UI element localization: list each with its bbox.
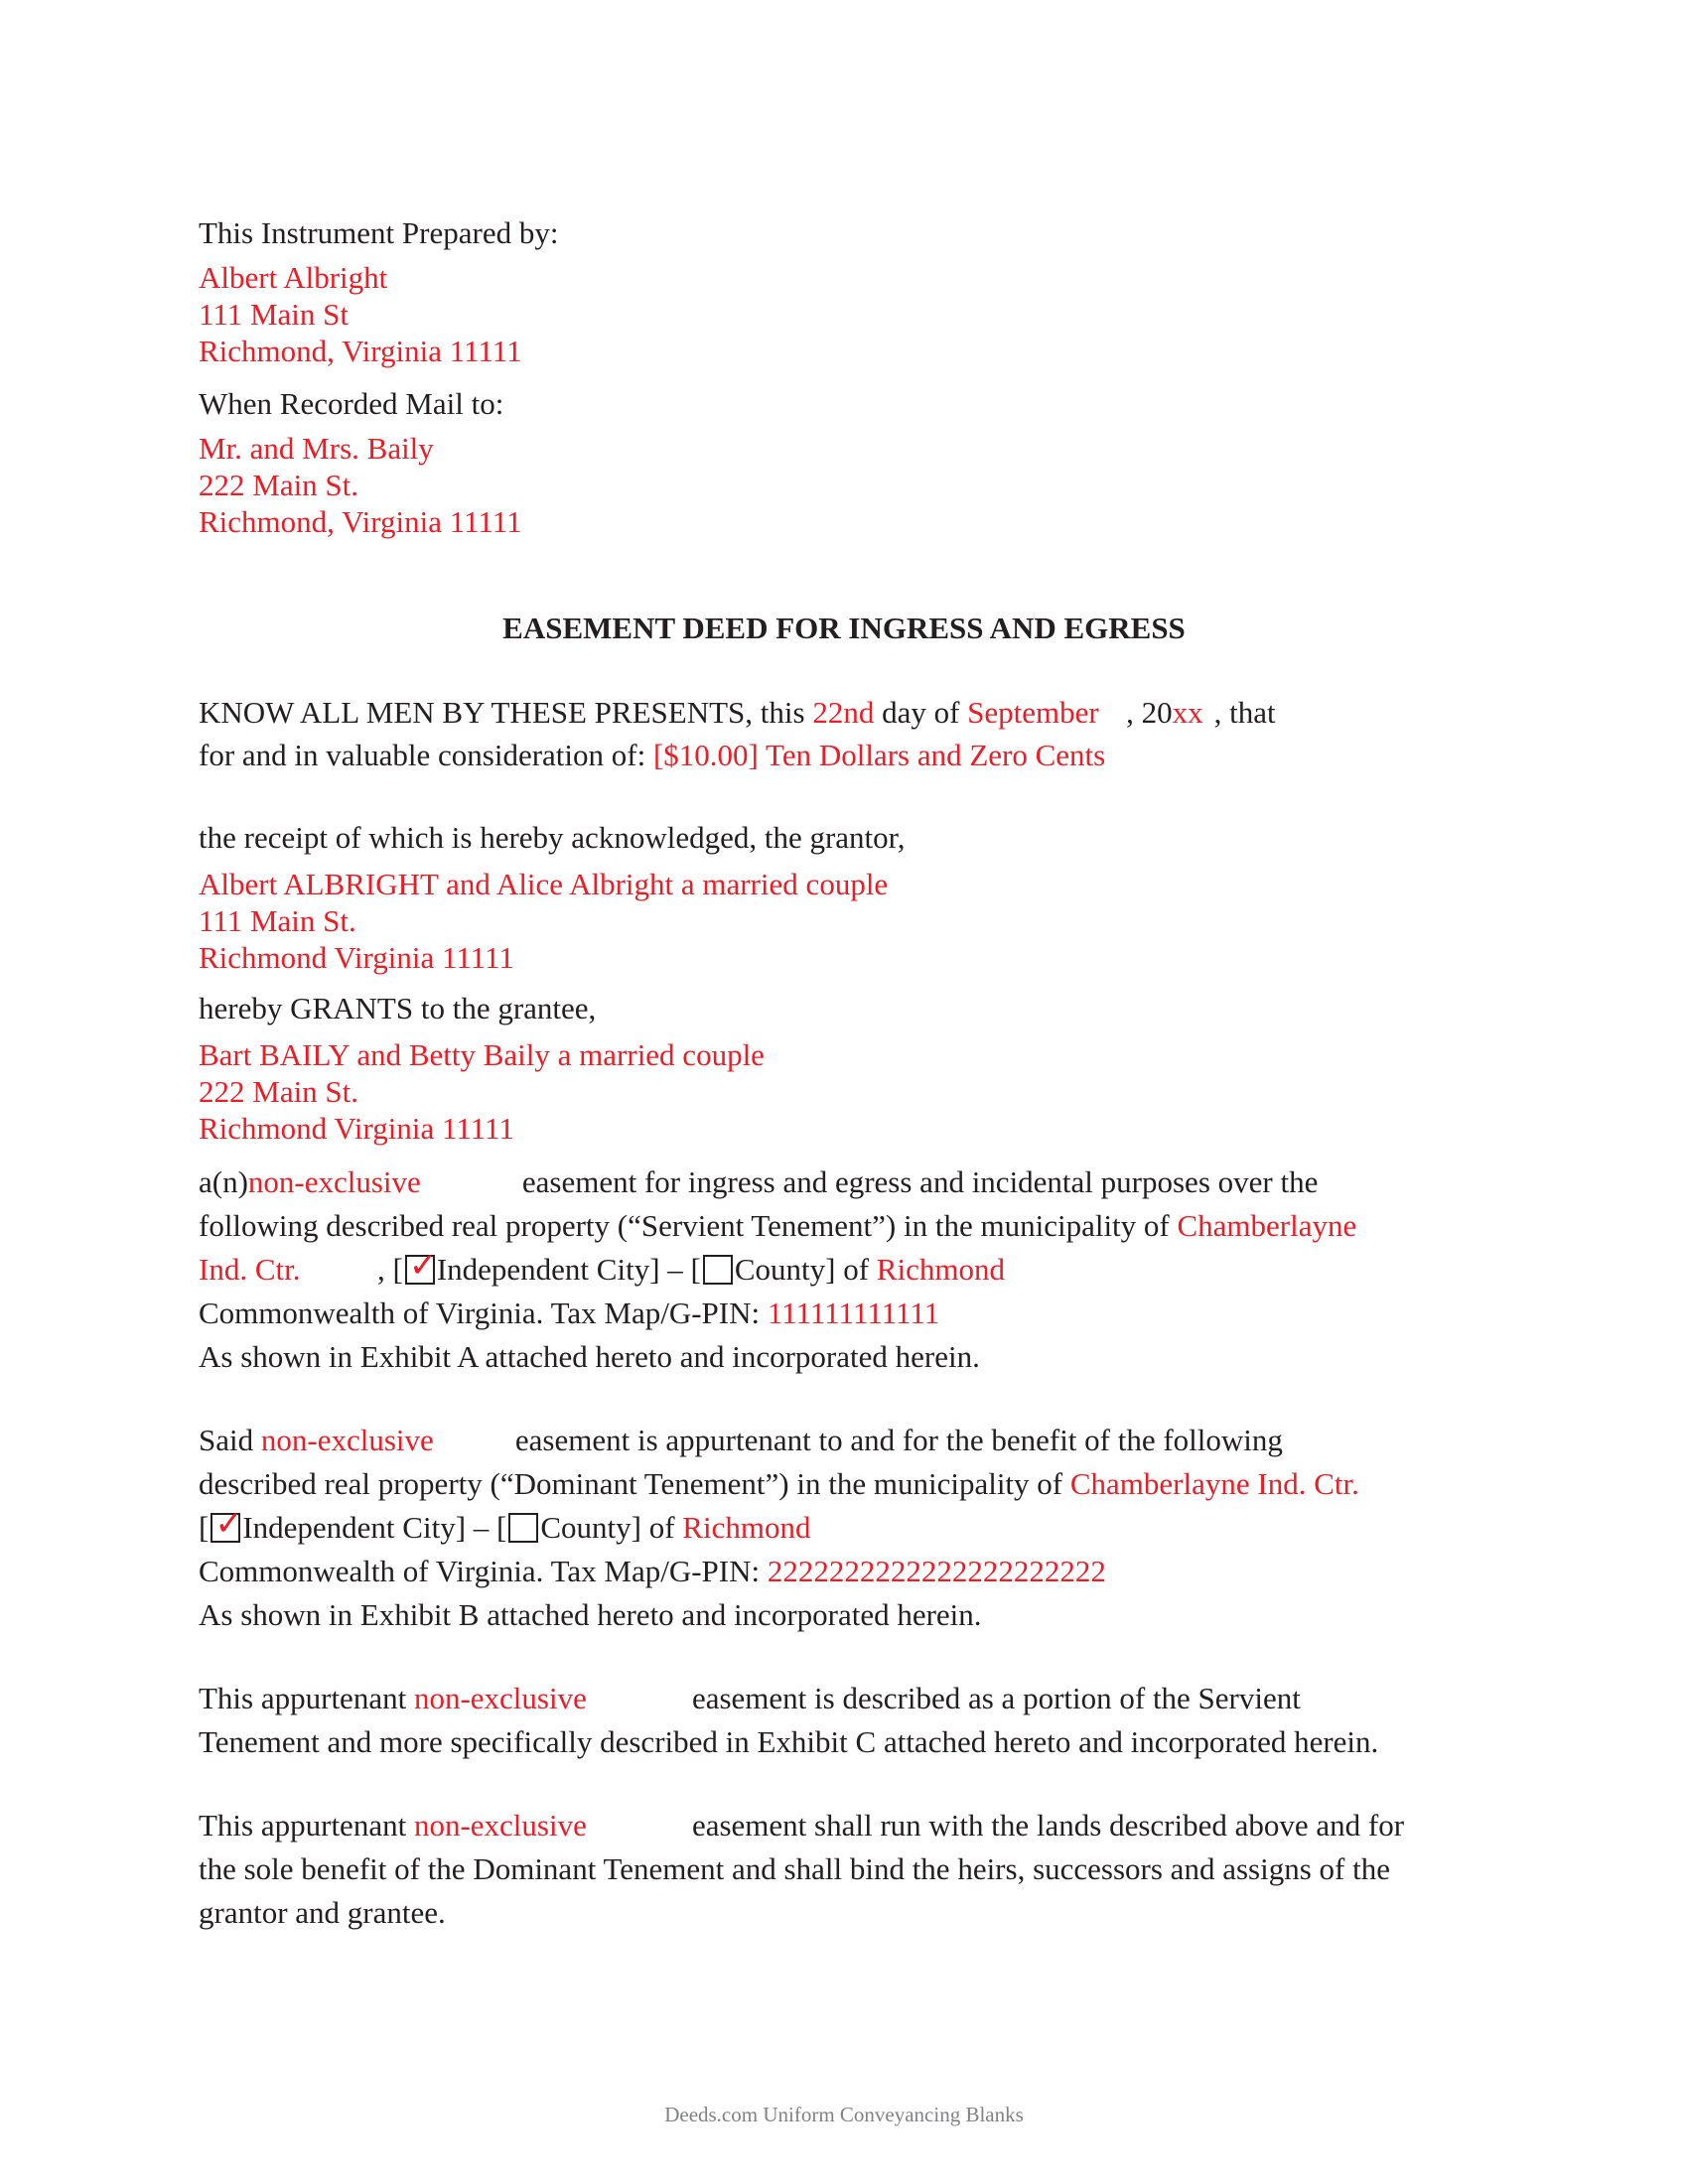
mail-to-label: When Recorded Mail to: <box>199 386 504 421</box>
mail-to-city: Richmond, Virginia 11111 <box>199 504 522 539</box>
servient-municipality-a: Chamberlayne <box>1177 1208 1357 1243</box>
dominant-text-8: As shown in Exhibit B attached hereto and incorporated herein. <box>199 1597 982 1632</box>
portion-easement-type: non-exclusive <box>413 1681 587 1715</box>
dominant-municipality: Chamberlayne Ind. Ctr. <box>1069 1466 1359 1501</box>
dominant-pin: 2222222222222222222222 <box>767 1554 1106 1588</box>
mail-to-street: 222 Main St. <box>199 468 359 502</box>
grantee-city: Richmond Virginia 11111 <box>199 1111 514 1146</box>
checkmark-icon: ✓ <box>408 1246 438 1286</box>
dominant-text-6: County] of <box>540 1510 675 1545</box>
grantee-street: 222 Main St. <box>199 1074 359 1109</box>
runs-text-4: grantor and grantee. <box>199 1895 446 1930</box>
servient-locality: Richmond <box>876 1252 1005 1287</box>
intro-text-3: , 20 <box>1126 695 1173 730</box>
prepared-by-block <box>199 214 1489 369</box>
mail-to-name: Mr. and Mrs. Baily <box>199 431 434 466</box>
servient-text-7: Commonwealth of Virginia. Tax Map/G-PIN: <box>199 1296 761 1330</box>
deed-page <box>199 214 1489 1935</box>
runs-easement-type: non-exclusive <box>413 1808 587 1843</box>
dominant-paragraph <box>199 1419 1489 1637</box>
checkmark-icon: ✓ <box>214 1504 243 1544</box>
runs-text-2: easement shall run with the lands described above and for <box>691 1808 1405 1843</box>
dominant-locality: Richmond <box>682 1510 811 1545</box>
portion-paragraph <box>199 1677 1489 1764</box>
intro-text-5: for and in valuable consideration of: <box>199 738 646 772</box>
servient-text-2: easement for ingress and egress and incidental purposes over the <box>521 1164 1319 1199</box>
grantee-name: Bart BAILY and Betty Baily a married couple <box>199 1037 765 1072</box>
dominant-text-3: described real property (“Dominant Tenement”) in the municipality of <box>199 1466 1063 1501</box>
portion-text-1: This appurtenant <box>199 1681 407 1715</box>
grantor-lead: the receipt of which is hereby acknowledged, the grantor, <box>199 820 906 855</box>
servient-paragraph <box>199 1160 1489 1379</box>
dominant-text-1: Said <box>199 1423 254 1457</box>
dominant-text-2: easement is appurtenant to and for the benefit of the following <box>514 1423 1283 1457</box>
grantor-block <box>199 819 1489 976</box>
intro-paragraph <box>199 694 1489 773</box>
runs-text-3: the sole benefit of the Dominant Tenement and shall bind the heirs, successors and assigns of the <box>199 1851 1390 1886</box>
grantee-lead: hereby GRANTS to the grantee, <box>199 991 597 1025</box>
intro-text-1: KNOW ALL MEN BY THESE PRESENTS, this <box>199 695 805 730</box>
servient-municipality-b: Ind. Ctr. <box>199 1252 301 1287</box>
servient-text-1: a(n) <box>199 1164 248 1199</box>
prepared-by-label: This Instrument Prepared by: <box>199 215 559 250</box>
intro-text-2: day of <box>882 695 960 730</box>
preparer-street: 111 Main St <box>199 297 349 332</box>
preparer-name: Albert Albright <box>199 260 388 295</box>
servient-pin: 111111111111 <box>767 1296 940 1330</box>
portion-text-2: easement is described as a portion of the Servient <box>691 1681 1301 1715</box>
servient-independent-city-checkbox[interactable] <box>405 1246 438 1286</box>
servient-text-5: Independent City] – [ <box>436 1252 701 1287</box>
servient-text-3: following described real property (“Servient Tenement”) in the municipality of <box>199 1208 1170 1243</box>
month-field: September <box>967 695 1099 730</box>
dominant-independent-city-checkbox[interactable] <box>211 1504 243 1544</box>
mail-to-block <box>199 385 1489 540</box>
page-footer: Deeds.com Uniform Conveyancing Blanks <box>664 2103 1024 2126</box>
dominant-text-4: [ <box>199 1510 210 1545</box>
grantee-block <box>199 990 1489 1147</box>
year-field: xx <box>1172 695 1203 730</box>
portion-text-3: Tenement and more specifically described in Exhibit C attached hereto and incorporated herein. <box>199 1724 1379 1759</box>
preparer-city: Richmond, Virginia 11111 <box>199 334 522 368</box>
dominant-text-7: Commonwealth of Virginia. Tax Map/G-PIN: <box>199 1554 761 1588</box>
servient-text-6: County] of <box>734 1252 870 1287</box>
dominant-text-5: Independent City] – [ <box>242 1510 507 1545</box>
servient-easement-type: non-exclusive <box>247 1164 421 1199</box>
runs-text-1: This appurtenant <box>199 1808 407 1843</box>
day-field: 22nd <box>812 695 875 730</box>
consideration-field: [$10.00] Ten Dollars and Zero Cents <box>652 738 1106 772</box>
grantor-name: Albert ALBRIGHT and Alice Albright a married couple <box>199 867 889 901</box>
dominant-county-checkbox[interactable] <box>508 1513 538 1543</box>
document-title: EASEMENT DEED FOR INGRESS AND EGRESS <box>502 611 1186 645</box>
grantor-street: 111 Main St. <box>199 903 356 938</box>
intro-text-4: , that <box>1213 695 1276 730</box>
dominant-easement-type: non-exclusive <box>260 1423 434 1457</box>
runs-paragraph <box>199 1804 1489 1935</box>
servient-county-checkbox[interactable] <box>703 1255 733 1285</box>
servient-text-8: As shown in Exhibit A attached hereto and incorporated herein. <box>199 1339 980 1374</box>
servient-text-4: , [ <box>377 1252 403 1287</box>
grantor-city: Richmond Virginia 11111 <box>199 940 514 975</box>
